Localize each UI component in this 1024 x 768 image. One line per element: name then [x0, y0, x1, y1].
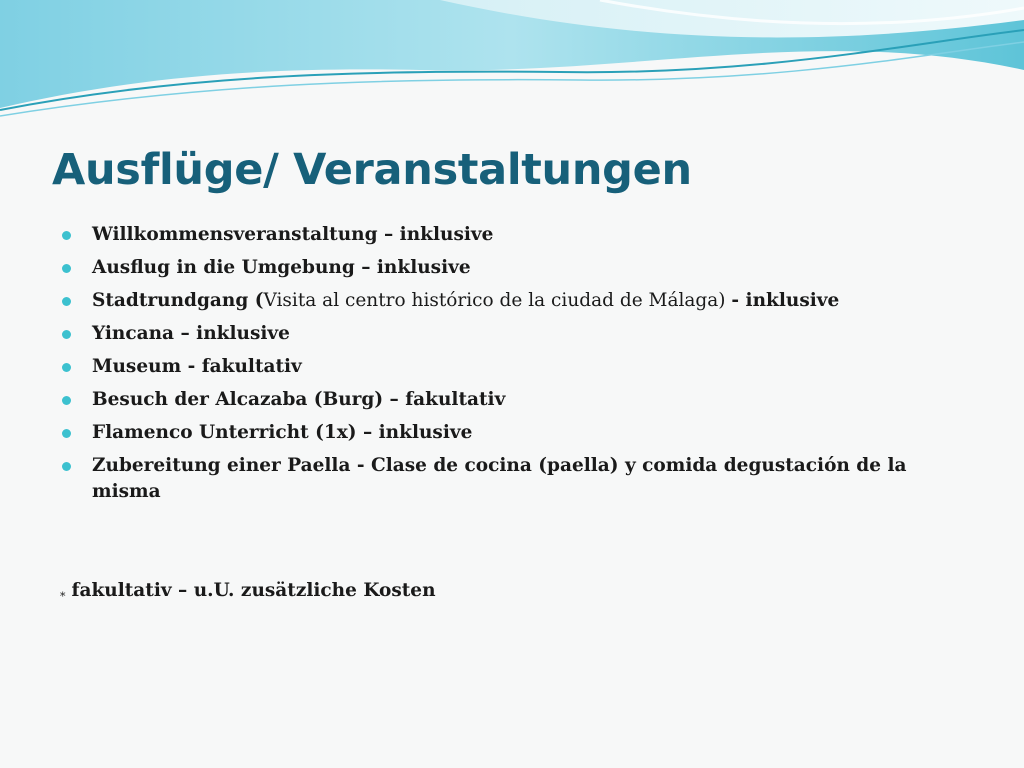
list-item	[62, 354, 962, 380]
list-item	[62, 387, 962, 413]
list-item-text: Besuch der Alcazaba (Burg) – fakultativ	[92, 389, 506, 410]
bullet-icon	[62, 462, 71, 471]
list-item-text: Flamenco Unterricht (1x) – inklusive	[92, 422, 473, 443]
bullet-icon	[62, 264, 71, 273]
bullet-icon	[62, 297, 71, 306]
bullet-list	[62, 222, 962, 512]
bullet-icon	[62, 363, 71, 372]
list-item	[62, 420, 962, 446]
list-item	[62, 321, 962, 347]
list-item	[62, 255, 962, 281]
list-item	[62, 288, 962, 314]
list-item-text-bold: Stadtrundgang (	[92, 290, 264, 311]
list-item-text: Willkommensveranstaltung – inklusive	[92, 224, 494, 245]
list-item-text-normal: Visita al centro histórico de la ciudad de Málaga)	[263, 290, 732, 311]
footnote	[60, 578, 436, 610]
bullet-icon	[62, 429, 71, 438]
list-item-text: Yincana – inklusive	[92, 323, 290, 344]
slide-title: Ausflüge/ Veranstaltungen	[52, 145, 692, 195]
header-wave-decoration	[0, 0, 1024, 130]
bullet-icon	[62, 396, 71, 405]
bullet-icon	[62, 231, 71, 240]
list-item-text: Zubereitung einer Paella - Clase de cocina (paella) y comida degustación de la misma	[92, 455, 907, 502]
bullet-icon	[62, 330, 71, 339]
list-item	[62, 453, 962, 505]
list-item	[62, 222, 962, 248]
list-item-text: Ausflug in die Umgebung – inklusive	[92, 257, 471, 278]
list-item-text: Museum - fakultativ	[92, 356, 302, 377]
footnote-text: fakultativ – u.U. zusätzliche Kosten	[71, 580, 436, 601]
footnote-marker: *	[60, 590, 66, 603]
list-item-text-bold-end: - inklusive	[731, 290, 840, 311]
